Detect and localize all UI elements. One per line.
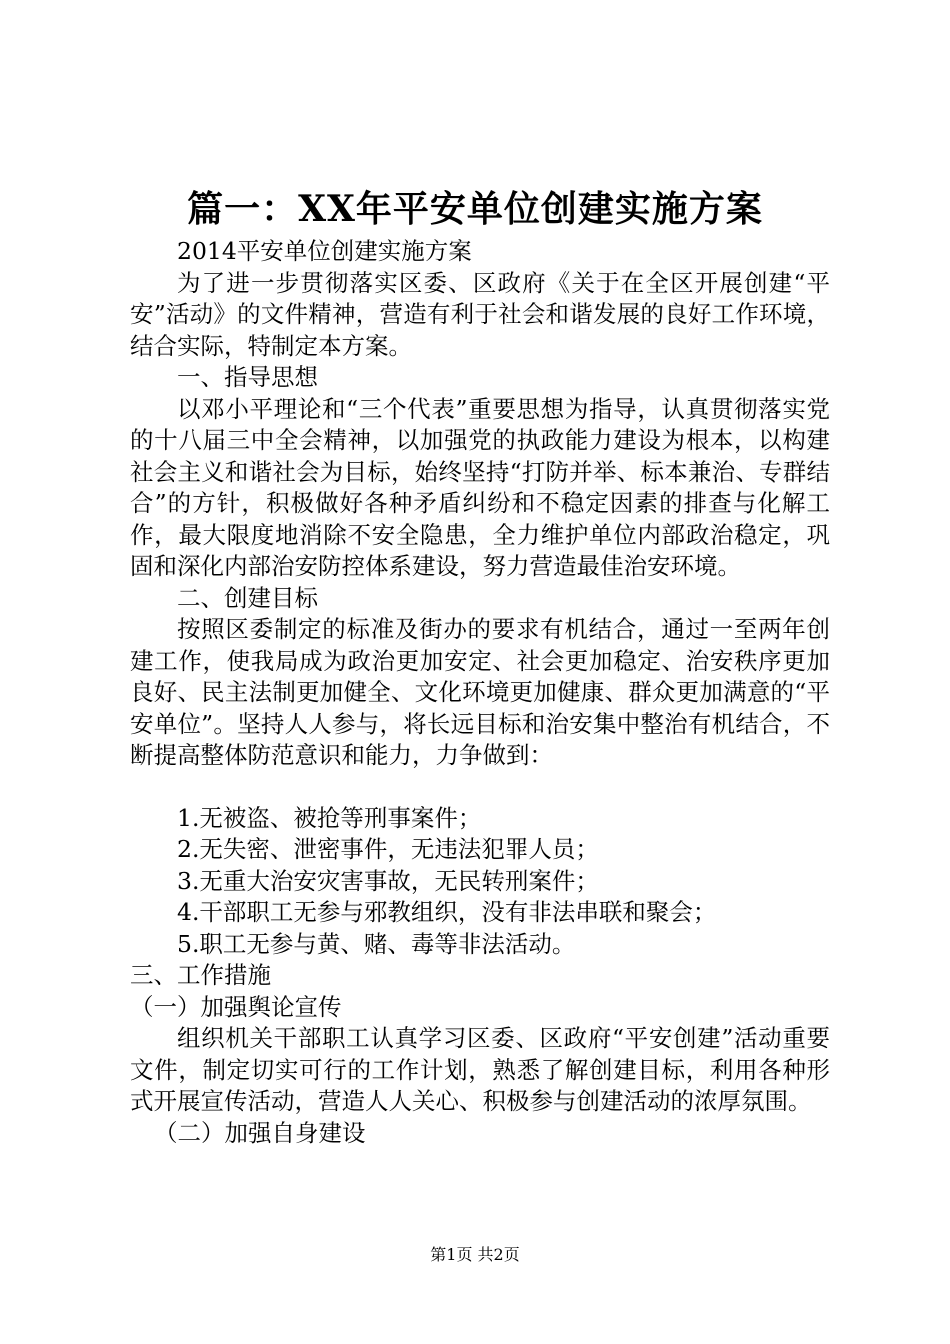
subsection-heading-self-building: （二）加强自身建设 xyxy=(154,1118,366,1147)
section-heading-goals: 二、创建目标 xyxy=(177,583,318,612)
list-item: 5.职工无参与黄、赌、毒等非法活动。 xyxy=(177,929,576,958)
subtitle-paragraph: 2014平安单位创建实施方案 xyxy=(177,237,472,265)
list-item: 3.无重大治安灾害事故，无民转刑案件； xyxy=(177,866,599,895)
list-item: 1.无被盗、被抢等刑事案件； xyxy=(177,803,482,832)
publicity-paragraph: 组织机关干部职工认真学习区委、区政府“平安创建”活动重要文件，制定切实可行的工作计划，熟悉了解创建目标，利用各种形式开展宣传活动，营造人人关心、积极参与创建活动的浓厚氛围。 xyxy=(130,1024,830,1115)
goals-paragraph: 按照区委制定的标准及街办的要求有机结合，通过一至两年创建工作，使我局成为政治更加安定、社会更加稳定、治安秩序更加良好、民主法制更加健全、文化环境更加健康、群众更加满意的“平安单位”。坚持人人参与，将长远目标和治安集中整治有机结合，不断提高整体防范意识和能力，力争做到： xyxy=(130,615,830,769)
document-title: 篇一：XX年平安单位创建实施方案 xyxy=(187,188,763,230)
guiding-thought-paragraph: 以邓小平理论和“三个代表”重要思想为指导，认真贯彻落实党的十八届三中全会精神，以加强党的执政能力建设为根本，以构建社会主义和谐社会为目标，始终坚持“打防并举、标本兼治、专群结合”的方针，积极做好各种矛盾纠纷和不稳定因素的排查与化解工作，最大限度地消除不安全隐患，全力维护单位内部政治稳定，巩固和深化内部治安防控体系建设，努力营造最佳治安环境。 xyxy=(130,394,830,580)
subsection-heading-publicity: （一）加强舆论宣传 xyxy=(130,992,342,1021)
intro-paragraph: 为了进一步贯彻落实区委、区政府《关于在全区开展创建“平安”活动》的文件精神，营造有利于社会和谐发展的良好工作环境，结合实际，特制定本方案。 xyxy=(130,268,830,360)
list-item: 4.干部职工无参与邪教组织，没有非法串联和聚会； xyxy=(177,898,717,926)
page-number-footer: 第1页 共2页 xyxy=(430,1245,520,1264)
list-item: 2.无失密、泄密事件，无违法犯罪人员； xyxy=(177,835,599,863)
section-heading-measures: 三、工作措施 xyxy=(130,961,271,989)
document-body xyxy=(130,236,830,1149)
paragraph-spacer xyxy=(130,772,830,803)
section-heading-guiding-thought: 一、指导思想 xyxy=(177,363,318,391)
